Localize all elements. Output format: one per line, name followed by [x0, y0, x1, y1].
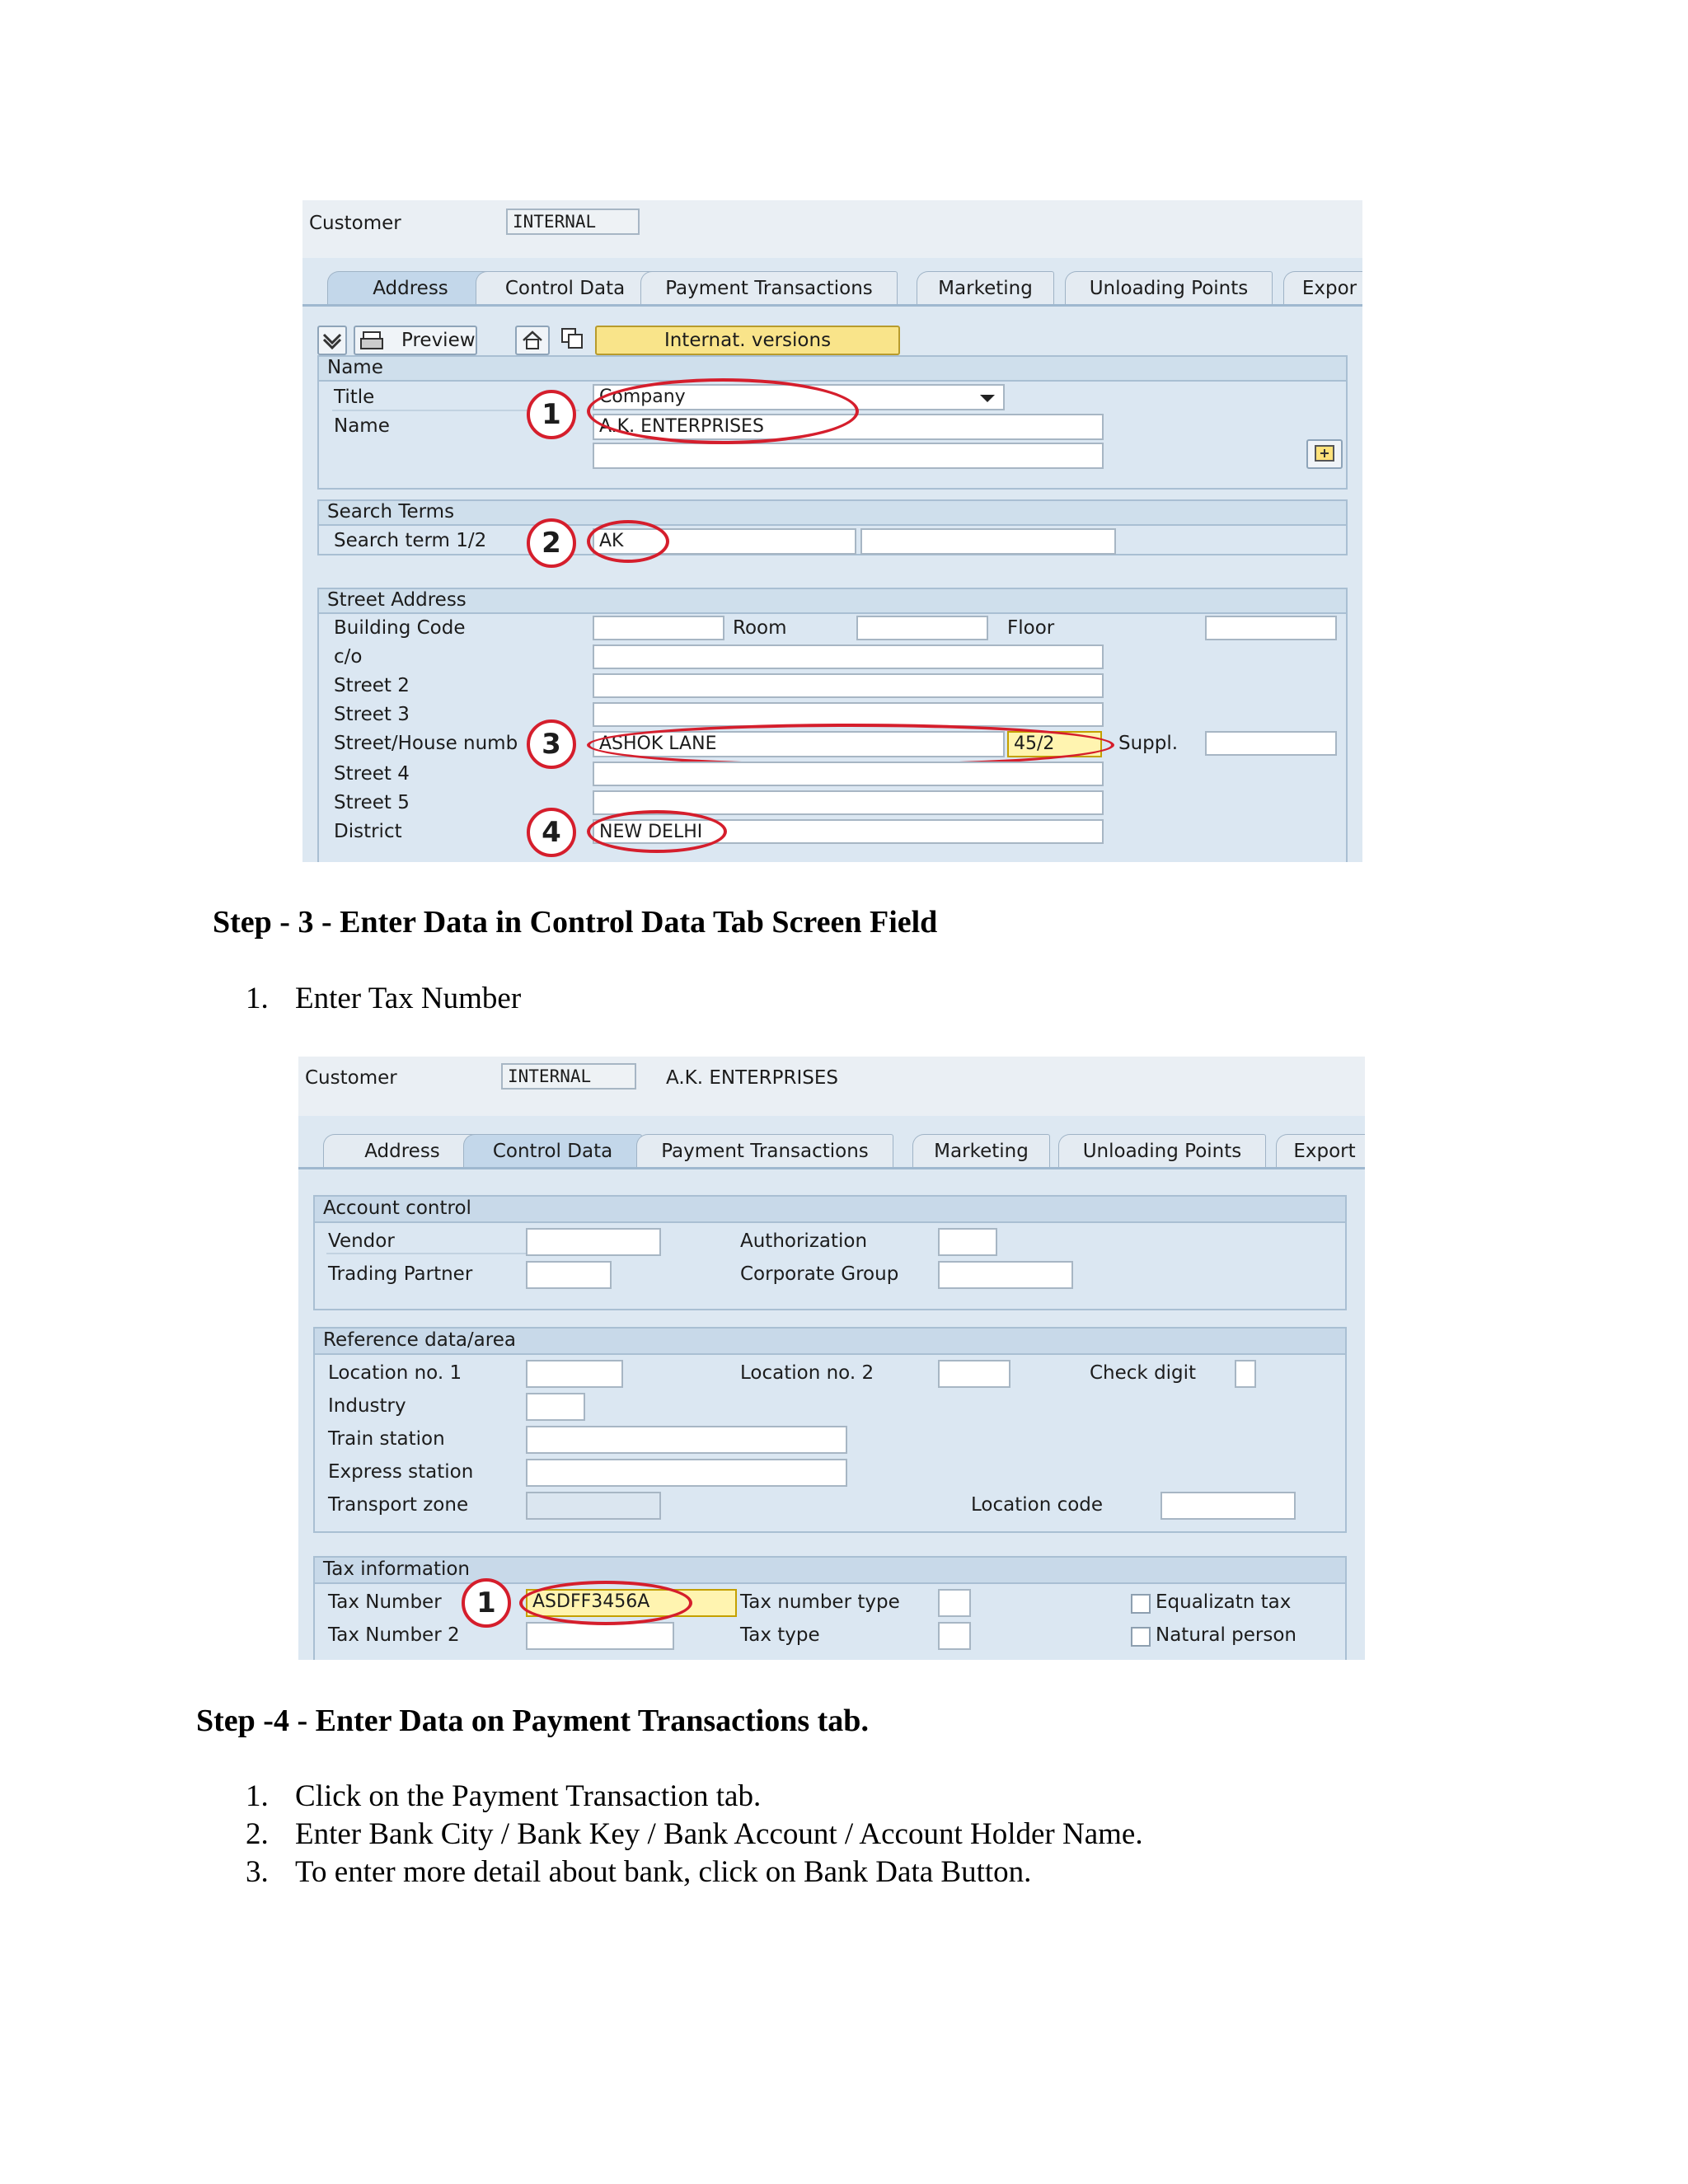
floor-label: Floor — [1007, 617, 1055, 639]
check-digit-field[interactable] — [1235, 1360, 1256, 1388]
more-names-button[interactable] — [1306, 439, 1343, 469]
tab-marketing[interactable] — [912, 1134, 1050, 1168]
district-label: District — [334, 821, 402, 842]
tab-export[interactable] — [1276, 1134, 1365, 1168]
highlight-ring-3 — [587, 724, 1114, 766]
natural-person-checkbox[interactable] — [1131, 1627, 1151, 1647]
customer-label: Customer — [309, 213, 401, 234]
item-text: Enter Bank City / Bank Key / Bank Account / Account Holder Name. — [295, 1817, 1143, 1851]
location2-label: Location no. 2 — [740, 1362, 874, 1384]
header-area — [302, 200, 1362, 258]
title-value: Company — [599, 387, 686, 407]
house-icon — [521, 330, 544, 351]
printer-icon — [360, 330, 383, 350]
title-label: Title — [334, 387, 375, 408]
tab-export[interactable] — [1283, 271, 1362, 305]
tab-label: Control Data — [504, 278, 626, 299]
corporate-group-field[interactable] — [938, 1261, 1073, 1289]
item-text: Click on the Payment Transaction tab. — [295, 1779, 762, 1813]
preview-label: Preview — [401, 330, 476, 351]
trading-partner-label: Trading Partner — [328, 1263, 473, 1285]
tab-unloading-points[interactable] — [1065, 271, 1273, 305]
tab-label: Payment Transactions — [661, 1141, 869, 1162]
vendor-field[interactable] — [526, 1228, 661, 1256]
tab-baseline — [298, 1167, 1365, 1169]
tab-label: Address — [364, 1141, 440, 1162]
customer-value: INTERNAL — [513, 212, 597, 232]
transport-zone-label: Transport zone — [328, 1494, 469, 1516]
street4-label: Street 4 — [334, 763, 410, 785]
suppl-field[interactable] — [1205, 731, 1337, 756]
location2-field[interactable] — [938, 1360, 1010, 1388]
location-code-field[interactable] — [1160, 1492, 1296, 1520]
district-value: NEW DELHI — [599, 822, 703, 842]
name-field-2[interactable] — [593, 443, 1104, 469]
callout-marker-1: 1 — [527, 390, 576, 439]
tab-payment-transactions[interactable] — [640, 271, 898, 305]
tab-label: Marketing — [934, 1141, 1029, 1162]
corporate-group-label: Corporate Group — [740, 1263, 899, 1285]
street5-label: Street 5 — [334, 792, 410, 813]
copy-icon-button[interactable] — [556, 326, 589, 355]
screenshot-control-data-tab — [298, 1057, 1365, 1660]
callout-marker-2: 2 — [527, 518, 576, 568]
tab-label: Expor — [1301, 278, 1357, 299]
search-group-title: Search Terms — [327, 501, 455, 523]
tax-number2-field[interactable] — [526, 1622, 674, 1650]
check-digit-label: Check digit — [1090, 1362, 1197, 1384]
location1-label: Location no. 1 — [328, 1362, 462, 1384]
building-code-field[interactable] — [593, 616, 724, 640]
toggle-icon-button[interactable] — [317, 326, 347, 355]
industry-label: Industry — [328, 1395, 406, 1417]
tab-address[interactable] — [327, 271, 494, 305]
item-number: 3. — [246, 1855, 269, 1889]
co-label: c/o — [334, 646, 363, 668]
location-code-label: Location code — [971, 1494, 1104, 1516]
street3-label: Street 3 — [334, 704, 410, 725]
transport-zone-field[interactable] — [526, 1492, 661, 1520]
internat-versions-button[interactable] — [595, 326, 900, 355]
item-text: To enter more detail about bank, click on Bank Data Button. — [295, 1855, 1032, 1889]
highlight-ring-2 — [587, 520, 669, 563]
tax-type-field[interactable] — [938, 1622, 971, 1650]
tab-label: Export — [1293, 1141, 1356, 1162]
location1-field[interactable] — [526, 1360, 623, 1388]
expand-icon — [1314, 444, 1335, 462]
street-group-title: Street Address — [327, 589, 467, 611]
step4-item-1 — [246, 1779, 761, 1814]
customer-label: Customer — [305, 1067, 397, 1089]
preview-button[interactable] — [354, 326, 477, 355]
equalizatn-tax-label: Equalizatn tax — [1156, 1591, 1292, 1613]
express-station-field[interactable] — [526, 1459, 847, 1487]
train-station-field[interactable] — [526, 1426, 847, 1454]
account-group-title: Account control — [323, 1197, 471, 1219]
tab-label: Unloading Points — [1089, 278, 1249, 299]
tab-address[interactable] — [323, 1134, 481, 1168]
highlight-ring-4 — [587, 810, 727, 853]
customer-name: A.K. ENTERPRISES — [666, 1067, 839, 1089]
tab-strip — [302, 265, 1362, 306]
step4-item-2 — [246, 1816, 1143, 1852]
name-value: A.K. ENTERPRISES — [599, 416, 764, 437]
customer-field[interactable] — [501, 1063, 636, 1090]
reference-group-title: Reference data/area — [323, 1329, 516, 1351]
tax-number-type-field[interactable] — [938, 1589, 971, 1617]
tax-number-value: ASDFF3456A — [532, 1591, 650, 1612]
step4-heading: Step -4 - Enter Data on Payment Transactions tab. — [196, 1704, 869, 1738]
co-field[interactable] — [593, 644, 1104, 669]
filter-icon — [321, 330, 343, 351]
tab-strip — [298, 1129, 1365, 1170]
tab-baseline — [302, 304, 1362, 307]
item-number: 1. — [246, 1779, 269, 1813]
building-code-label: Building Code — [334, 617, 466, 639]
name-label: Name — [334, 415, 390, 437]
address-icon-button[interactable] — [515, 326, 550, 355]
authorization-field[interactable] — [938, 1228, 997, 1256]
search-term-label: Search term 1/2 — [334, 530, 487, 551]
customer-value: INTERNAL — [508, 1066, 592, 1086]
search-term-2-field[interactable] — [860, 528, 1116, 555]
step4-item-3 — [246, 1854, 1031, 1890]
room-field[interactable] — [856, 616, 988, 640]
tab-payment-transactions[interactable] — [636, 1134, 893, 1168]
street-house-label: Street/House numb — [334, 733, 518, 754]
copy-icon — [560, 327, 585, 350]
step3-item-1 — [246, 981, 521, 1016]
chevron-down-icon[interactable] — [980, 395, 995, 402]
tax-number-label: Tax Number — [328, 1591, 442, 1613]
tax-type-label: Tax type — [740, 1624, 820, 1646]
search-term-value: AK — [599, 531, 624, 551]
name-group-title: Name — [327, 357, 383, 378]
street-value: ASHOK LANE — [599, 733, 717, 754]
callout-marker-4: 4 — [527, 808, 576, 857]
street4-field[interactable] — [593, 762, 1104, 786]
industry-field[interactable] — [526, 1393, 585, 1421]
customer-field[interactable] — [506, 209, 640, 235]
callout-marker-1: 1 — [462, 1578, 511, 1628]
tab-label: Address — [373, 278, 448, 299]
tab-marketing[interactable] — [917, 271, 1054, 305]
tab-control-data[interactable] — [463, 1134, 642, 1168]
highlight-ring-tax — [519, 1581, 692, 1625]
floor-field[interactable] — [1205, 616, 1337, 640]
vendor-label: Vendor — [328, 1230, 395, 1252]
tab-label: Payment Transactions — [665, 278, 873, 299]
tab-unloading-points[interactable] — [1058, 1134, 1266, 1168]
highlight-ring-1 — [587, 378, 859, 444]
step3-heading: Step - 3 - Enter Data in Control Data Tab Screen Field — [213, 905, 938, 940]
tax-number2-label: Tax Number 2 — [328, 1624, 460, 1646]
tab-label: Marketing — [938, 278, 1033, 299]
callout-marker-3: 3 — [527, 719, 576, 769]
house-number-value: 45/2 — [1014, 733, 1055, 754]
tax-group-title: Tax information — [323, 1558, 471, 1580]
item-number: 1. — [246, 982, 269, 1015]
tax-number-type-label: Tax number type — [740, 1591, 900, 1613]
street2-label: Street 2 — [334, 675, 410, 696]
item-number: 2. — [246, 1817, 269, 1851]
equalizatn-tax-checkbox[interactable] — [1131, 1594, 1151, 1614]
express-station-label: Express station — [328, 1461, 474, 1483]
room-label: Room — [733, 617, 787, 639]
natural-person-label: Natural person — [1156, 1624, 1296, 1646]
tab-label: Control Data — [492, 1141, 613, 1162]
trading-partner-field[interactable] — [526, 1261, 612, 1289]
authorization-label: Authorization — [740, 1230, 868, 1252]
internat-versions-label: Internat. versions — [663, 330, 832, 351]
street2-field[interactable] — [593, 673, 1104, 698]
item-text: Enter Tax Number — [295, 982, 522, 1015]
tab-label: Unloading Points — [1082, 1141, 1242, 1162]
screenshot-address-tab — [302, 200, 1362, 862]
train-station-label: Train station — [328, 1428, 445, 1450]
suppl-label: Suppl. — [1118, 733, 1179, 754]
tab-control-data[interactable] — [476, 271, 654, 305]
